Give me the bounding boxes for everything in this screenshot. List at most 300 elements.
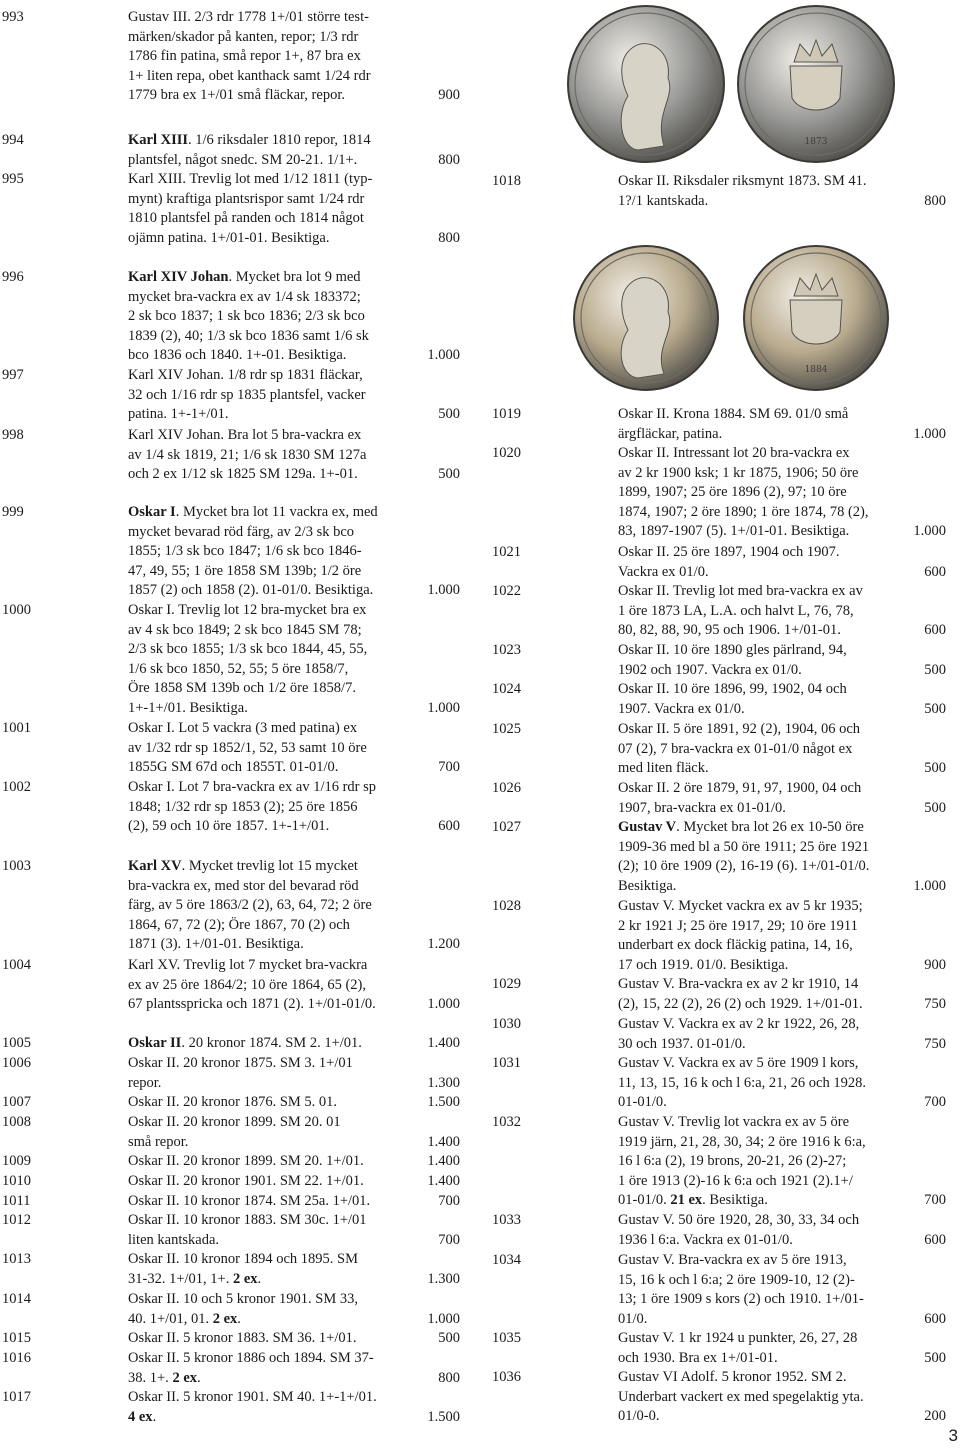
lot-number: 1032 <box>492 1114 521 1130</box>
estimate-price: 1.000 <box>427 996 460 1013</box>
lot-1014 <box>0 1290 462 1329</box>
line-text <box>618 483 847 503</box>
lot-number: 1035 <box>492 1330 521 1346</box>
line-text <box>618 680 847 700</box>
text: Öre 1858 SM 139b och 1/2 öre 1858/7. <box>128 680 356 697</box>
text: 1+ liten repa, obet kanthack samt 1/24 rdr <box>128 67 371 84</box>
text: . Mycket bra lot 11 vackra ex, med <box>175 504 378 520</box>
description-line <box>128 405 460 425</box>
line-text <box>128 621 362 641</box>
line-text <box>128 131 371 151</box>
lot-1027 <box>488 818 960 896</box>
text: färg, av 5 öre 1863/2 (2), 63, 64, 72; 2 öre <box>128 897 372 914</box>
description-line <box>128 1054 460 1074</box>
description-line <box>128 190 460 210</box>
lot-description <box>618 1211 946 1250</box>
estimate-price: 700 <box>438 1231 460 1248</box>
coat-of-arms-icon <box>790 66 842 110</box>
lot-number: 1034 <box>492 1252 521 1268</box>
description-line <box>128 446 460 466</box>
lot-number: 1002 <box>2 779 31 795</box>
text: Oskar II. 20 kronor 1899. SM 20. 01 <box>128 1114 341 1130</box>
description-line <box>128 151 460 171</box>
lot-1025 <box>488 720 960 779</box>
description-line <box>128 699 460 719</box>
page-number: 3 <box>948 1426 958 1445</box>
text: Oskar II. 5 öre 1891, 92 (2), 1904, 06 och <box>618 721 861 737</box>
estimate-price: 1.000 <box>427 582 460 599</box>
description-line <box>128 660 460 680</box>
krona-1884-obverse <box>574 246 718 390</box>
text: patina. 1+-1+/01. <box>128 406 229 423</box>
description-line <box>618 1035 946 1055</box>
description-line <box>128 1290 460 1310</box>
text: . 20 kronor 1874. SM 2. 1+/01. <box>181 1035 362 1051</box>
estimate-price: 500 <box>438 1330 460 1346</box>
lot-number: 1018 <box>492 173 521 189</box>
estimate-price: 500 <box>924 661 946 678</box>
description-line <box>618 172 946 192</box>
lot-1029 <box>488 975 960 1014</box>
text: (2), 59 och 10 öre 1857. 1+-1+/01. <box>128 818 330 835</box>
text: 17 och 1919. 01/0. Besiktiga. <box>618 956 789 973</box>
description-line <box>618 759 946 779</box>
text: 01/0. <box>618 1310 648 1327</box>
text: små repor. <box>128 1133 189 1150</box>
lot-description <box>128 131 460 170</box>
description-line <box>128 1152 460 1172</box>
line-text <box>128 1113 341 1133</box>
lot-description <box>618 897 946 975</box>
line-text <box>618 1191 768 1211</box>
lot-1024 <box>488 680 960 719</box>
text: Karl XV. Trevlig lot 7 mycket bra-vackra <box>128 957 368 973</box>
lot-1035 <box>488 1329 960 1368</box>
coin-photo-1018 <box>494 0 958 166</box>
quantity: 21 ex <box>670 1192 703 1209</box>
description-line <box>128 1192 460 1212</box>
text: 1810 plantsfel på randen och 1814 något <box>128 210 364 227</box>
lot-description <box>128 8 460 106</box>
lot-description <box>128 1113 460 1152</box>
text: Oskar II. 2 öre 1879, 91, 97, 1900, 04 och <box>618 780 862 796</box>
line-text <box>128 1172 364 1192</box>
estimate-price: 700 <box>924 1094 946 1111</box>
text: märken/skador på kanten, repor; 1/3 rdr <box>128 28 359 45</box>
description-line <box>128 47 460 67</box>
estimate-price: 500 <box>924 799 946 816</box>
line-text <box>128 778 376 798</box>
line-text <box>618 582 863 602</box>
line-text <box>128 327 369 347</box>
text: av 4 sk bco 1849; 2 sk bco 1845 SM 78; <box>128 621 362 638</box>
line-text <box>618 759 709 779</box>
description-line <box>128 1369 460 1389</box>
description-line <box>128 542 460 562</box>
line-text <box>128 739 367 759</box>
description-line <box>128 640 460 660</box>
text: Gustav V. 50 öre 1920, 28, 30, 33, 34 och <box>618 1212 860 1228</box>
text: plantsfel, något snedc. SM 20-21. 1/1+. <box>128 151 358 168</box>
description-line <box>618 1054 946 1074</box>
text: . Mycket trevlig lot 15 mycket <box>181 858 358 874</box>
line-text <box>618 1329 857 1349</box>
text: 11, 13, 15, 16 k och l 6:a, 21, 26 och 1928. <box>618 1074 866 1091</box>
description-line <box>128 896 460 916</box>
text: 1857 (2) och 1858 (2). 01-01/0. Besiktiga. <box>128 582 374 599</box>
line-text <box>128 1310 241 1330</box>
line-text <box>618 172 867 192</box>
estimate-price: 500 <box>924 760 946 777</box>
description-line <box>128 1231 460 1251</box>
text: (2); 10 öre 1909 (2), 16-19 (6). 1+/01-01/0. <box>618 858 870 875</box>
lot-description <box>128 503 460 601</box>
line-text <box>128 896 372 916</box>
lot-1018 <box>488 172 960 211</box>
text: 1899, 1907; 25 öre 1896 (2), 97; 10 öre <box>618 484 847 501</box>
text: Gustav V. Vackra ex av 5 öre 1909 l kors, <box>618 1055 859 1071</box>
line-text <box>618 1271 855 1291</box>
text: Gustav VI Adolf. 5 kronor 1952. SM 2. <box>618 1369 847 1385</box>
estimate-price: 800 <box>438 151 460 168</box>
text: Oskar II. 10 öre 1896, 99, 1902, 04 och <box>618 681 847 697</box>
description-line <box>618 799 946 819</box>
text: 1?/1 kantskada. <box>618 192 709 209</box>
description-line <box>128 209 460 229</box>
text: Oskar II. 20 kronor 1875. SM 3. 1+/01 <box>128 1055 353 1071</box>
lot-1006 <box>0 1054 462 1093</box>
lot-number: 1023 <box>492 642 521 658</box>
text: 1855; 1/3 sk bco 1847; 1/6 sk bco 1846- <box>128 543 362 560</box>
lot-1016 <box>0 1349 462 1388</box>
ruler-name: Oskar I <box>128 504 176 520</box>
description-line <box>618 1251 946 1271</box>
lot-1021 <box>488 543 960 582</box>
estimate-price: 500 <box>438 466 460 483</box>
lot-description <box>128 956 460 1015</box>
lot-1028 <box>488 897 960 975</box>
description-line <box>128 1270 460 1290</box>
lot-number: 1014 <box>2 1291 31 1307</box>
description-line <box>618 700 946 720</box>
line-text <box>618 192 708 212</box>
lot-number: 1013 <box>2 1251 31 1267</box>
lot-number: 993 <box>2 9 24 25</box>
lot-description <box>618 641 946 680</box>
text: 32 och 1/16 rdr sp 1835 plantsfel, vacker <box>128 386 366 403</box>
lot-1019 <box>488 405 960 444</box>
lot-1032 <box>488 1113 960 1211</box>
text: bco 1836 och 1840. 1+-01. Besiktiga. <box>128 347 347 364</box>
description-line <box>618 444 946 464</box>
lot-1002 <box>0 778 462 837</box>
line-text <box>618 1407 659 1427</box>
lot-number: 1005 <box>2 1035 31 1051</box>
lot-number: 1006 <box>2 1055 31 1071</box>
lot-1007 <box>0 1093 462 1113</box>
coin-photo-1019 <box>494 242 958 394</box>
lot-1000 <box>0 601 462 719</box>
lot-997 <box>0 366 462 425</box>
line-text <box>618 1054 858 1074</box>
lot-number: 994 <box>2 132 24 148</box>
lot-number: 1017 <box>2 1389 31 1405</box>
description-line <box>128 1034 460 1054</box>
text: Oskar II. 5 kronor 1886 och 1894. SM 37- <box>128 1350 374 1366</box>
line-text <box>128 581 373 601</box>
description-line <box>618 975 946 995</box>
line-text <box>128 679 356 699</box>
lot-number: 1008 <box>2 1114 31 1130</box>
description-line <box>128 1250 460 1270</box>
text: 1874, 1907; 2 öre 1890; 1 öre 1874, 78 (2), <box>618 503 869 520</box>
line-text <box>128 1054 353 1074</box>
lot-description <box>128 366 460 425</box>
description-line <box>618 818 946 838</box>
lot-number: 995 <box>2 171 24 187</box>
line-text <box>618 543 840 563</box>
description-line <box>618 740 946 760</box>
text: av 1/32 rdr sp 1852/1, 52, 53 samt 10 öre <box>128 739 367 756</box>
description-line <box>618 1211 946 1231</box>
line-text <box>128 1388 377 1408</box>
description-line <box>128 857 460 877</box>
description-line <box>618 1133 946 1153</box>
line-text <box>128 1133 188 1153</box>
text: och 2 ex 1/12 sk 1825 SM 129a. 1+-01. <box>128 466 358 483</box>
line-text <box>128 798 358 818</box>
lot-number: 1025 <box>492 721 521 737</box>
text: av 2 kr 1900 ksk; 1 kr 1875, 1906; 50 öre <box>618 464 859 481</box>
description-line <box>128 503 460 523</box>
text: ex av 25 öre 1864/2; 10 öre 1864, 65 (2), <box>128 976 366 993</box>
line-text <box>128 465 358 485</box>
description-line <box>128 268 460 288</box>
lot-number: 1026 <box>492 780 521 796</box>
lot-number: 1007 <box>2 1094 31 1110</box>
estimate-price: 800 <box>438 1369 460 1386</box>
line-text <box>128 542 362 562</box>
line-text <box>128 426 361 446</box>
text: Oskar II. 5 kronor 1883. SM 36. 1+/01. <box>128 1330 357 1346</box>
line-text <box>128 1074 161 1094</box>
description-line <box>618 192 946 212</box>
lot-description <box>128 1172 460 1192</box>
line-text <box>618 444 850 464</box>
description-line <box>618 956 946 976</box>
estimate-price: 600 <box>924 1231 946 1248</box>
line-text <box>128 503 378 523</box>
lot-description <box>618 1113 946 1211</box>
lot-description <box>128 1290 460 1329</box>
lot-description <box>618 779 946 818</box>
description-line <box>128 1310 460 1330</box>
lot-description <box>618 720 946 779</box>
text: 40. 1+/01, 01. <box>128 1310 213 1327</box>
line-text <box>128 151 357 171</box>
line-text <box>618 522 849 542</box>
lot-number: 1009 <box>2 1153 31 1169</box>
line-text <box>128 1152 364 1172</box>
text: Oskar II. Krona 1884. SM 69. 01/0 små <box>618 406 849 422</box>
text: (2), 15, 22 (2), 26 (2) och 1929. 1+/01-01. <box>618 995 863 1012</box>
description-line <box>128 1211 460 1231</box>
estimate-price: 1.000 <box>913 523 946 540</box>
line-text <box>128 28 358 48</box>
line-text <box>618 1388 864 1408</box>
lot-1013 <box>0 1250 462 1289</box>
text: 31-32. 1+/01, 1+. <box>128 1270 233 1287</box>
text: 1 öre 1913 (2)-16 k 6:a och 1921 (2).1+/ <box>618 1172 853 1189</box>
text: 80, 82, 88, 90, 95 och 1906. 1+/01-01. <box>618 622 841 639</box>
description-line <box>128 758 460 778</box>
line-text <box>128 719 357 739</box>
text: 1786 fin patina, små repor 1+, 87 bra ex <box>128 48 361 65</box>
estimate-price: 500 <box>924 1349 946 1366</box>
line-text <box>618 720 860 740</box>
text: Oskar I. Lot 5 vackra (3 med patina) ex <box>128 720 358 736</box>
description-line <box>618 897 946 917</box>
ruler-name: Gustav V <box>618 819 677 835</box>
description-line <box>618 995 946 1015</box>
line-text <box>128 229 329 249</box>
line-text <box>618 425 722 445</box>
lot-description <box>128 1054 460 1093</box>
description-line <box>618 641 946 661</box>
estimate-price: 1.400 <box>427 1153 460 1169</box>
line-text <box>128 995 376 1015</box>
text: mycket bevarad röd färg, av 2/3 sk bco <box>128 523 355 540</box>
description-line <box>618 1349 946 1369</box>
description-line <box>618 1290 946 1310</box>
text: repor. <box>128 1074 162 1091</box>
text: Oskar II. 5 kronor 1901. SM 40. 1+-1+/01. <box>128 1389 377 1405</box>
lot-1026 <box>488 779 960 818</box>
description-line <box>618 838 946 858</box>
lot-994 <box>0 131 462 170</box>
text: 01/0-0. <box>618 1408 660 1425</box>
description-line <box>128 28 460 48</box>
text: bra-vackra ex, med stor del bevarad röd <box>128 877 359 894</box>
lot-996 <box>0 268 462 366</box>
description-line <box>618 779 946 799</box>
estimate-price: 1.000 <box>427 1310 460 1327</box>
estimate-price: 1.500 <box>427 1094 460 1110</box>
lot-description <box>618 975 946 1014</box>
line-text <box>128 288 361 308</box>
estimate-price: 600 <box>924 622 946 639</box>
line-text <box>618 936 853 956</box>
lot-description <box>128 268 460 366</box>
description-line <box>618 1388 946 1408</box>
description-line <box>128 131 460 151</box>
lot-description <box>618 1368 946 1427</box>
riksdaler-1873-obverse <box>568 6 724 162</box>
lot-number: 1027 <box>492 819 521 835</box>
lot-number: 998 <box>2 427 24 443</box>
line-text <box>128 67 371 87</box>
description-line <box>128 739 460 759</box>
estimate-price: 900 <box>924 956 946 973</box>
line-text <box>618 779 861 799</box>
line-text <box>128 8 369 28</box>
line-text <box>128 47 361 67</box>
description-line <box>128 288 460 308</box>
description-line <box>618 1152 946 1172</box>
text: 38. 1+. <box>128 1369 173 1386</box>
lot-number: 1031 <box>492 1055 521 1071</box>
lot-1017 <box>0 1388 462 1427</box>
lot-1030 <box>488 1015 960 1054</box>
lot-number: 1021 <box>492 544 521 560</box>
line-text <box>618 563 709 583</box>
estimate-price: 1.400 <box>427 1173 460 1189</box>
description-line <box>618 1310 946 1330</box>
description-line <box>618 1074 946 1094</box>
description-line <box>128 170 460 190</box>
lot-1010 <box>0 1172 462 1192</box>
line-text <box>128 640 367 660</box>
text: Oskar II. 20 kronor 1901. SM 22. 1+/01. <box>128 1173 364 1189</box>
lot-1001 <box>0 719 462 778</box>
line-text <box>618 621 841 641</box>
lot-number: 1015 <box>2 1330 31 1346</box>
description-line <box>128 426 460 446</box>
description-line <box>618 1191 946 1211</box>
text: Underbart vackert ex med spegelaktig yta. <box>618 1388 864 1405</box>
description-line <box>128 976 460 996</box>
description-line <box>128 465 460 485</box>
text: 01-01/0. <box>618 1094 667 1111</box>
text: Oskar II. 10 och 5 kronor 1901. SM 33, <box>128 1291 358 1307</box>
riksdaler-1873-reverse <box>738 6 894 162</box>
description-line <box>618 661 946 681</box>
line-text <box>128 523 354 543</box>
line-text <box>128 1093 337 1113</box>
estimate-price: 1.000 <box>913 877 946 894</box>
description-line <box>618 405 946 425</box>
line-text <box>128 366 363 386</box>
line-text <box>618 503 869 523</box>
lot-number: 1000 <box>2 602 31 618</box>
lot-description <box>128 857 460 955</box>
text: 15, 16 k och l 6:a; 2 öre 1909-10, 12 (2)- <box>618 1271 855 1288</box>
lot-description <box>128 1349 460 1388</box>
description-line <box>128 8 460 28</box>
line-text <box>128 1369 201 1389</box>
description-line <box>618 917 946 937</box>
lot-number: 1029 <box>492 976 521 992</box>
line-text <box>128 916 350 936</box>
lot-995 <box>0 170 462 248</box>
description-line <box>128 562 460 582</box>
line-text <box>128 758 338 778</box>
line-text <box>128 956 367 976</box>
text: Oskar II. Trevlig lot med bra-vackra ex av <box>618 583 863 599</box>
text: Karl XIII. Trevlig lot med 1/12 1811 (typ- <box>128 171 373 187</box>
line-text <box>128 86 345 106</box>
line-text <box>618 897 863 917</box>
estimate-price: 1.400 <box>427 1035 460 1051</box>
line-text <box>618 464 858 484</box>
text: 2 kr 1921 J; 25 öre 1917, 29; 10 öre 1911 <box>618 917 858 934</box>
estimate-price: 750 <box>924 1035 946 1052</box>
lot-description <box>618 1015 946 1054</box>
estimate-price: 1.000 <box>427 347 460 364</box>
description-line <box>128 778 460 798</box>
text: Besiktiga. <box>618 877 677 894</box>
description-line <box>128 995 460 1015</box>
